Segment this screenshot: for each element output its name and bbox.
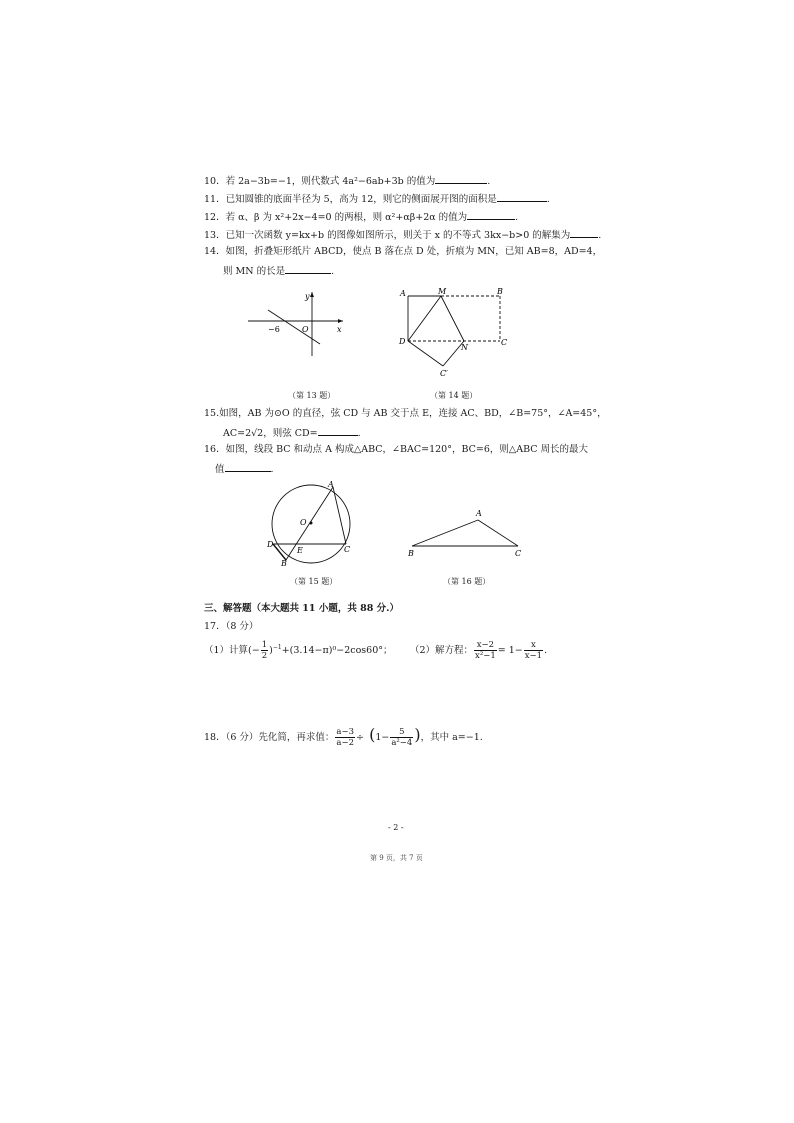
fig16-side-ba [412,520,478,546]
q17-part2 [410,640,547,662]
fig15-center-dot [310,522,313,525]
fig13-x-label: x [337,325,342,334]
q14-text2: 则 MN 的长是 [223,266,286,277]
question-11 [204,192,550,206]
section3-title: 三、解答题（本大题共 11 小题，共 88 分.） [204,603,399,614]
q18-fraction1 [335,727,355,748]
q18-tail: ，其中 a=−1. [420,732,483,743]
q13-end: . [598,230,602,241]
question-10 [204,174,490,188]
fig16-label-a: A [476,509,482,518]
fig15-label-d: D [267,540,274,549]
q16-text: 如图，线段 BC 和动点 A 构成△ABC，∠BAC=120°，BC=6，则△ABC 周长的最大 [225,444,589,455]
q18-heading: 18．（6 分）先化简，再求值： [204,732,335,743]
fig13-origin-label: O [302,325,309,334]
q17-part1-num: 1 [261,640,268,650]
q17-part2-fraction1 [474,640,497,661]
fig13-y-arrow [310,292,314,297]
q17-part1-prefix: （1）计算(− [204,645,260,656]
figure-13-graph [248,288,348,358]
fig14-label-d: D [399,337,406,346]
q16-answer-blank [225,462,271,472]
q10-number: 10． [204,176,226,187]
page-count: 第 9 页，共 7 页 [370,854,423,862]
q18-num1: a−3 [336,727,355,737]
q10-end: . [487,176,491,187]
fig14-edge-dc-prime [408,341,443,366]
q11-text: 已知圆锥的底面半径为 5，高为 12，则它的侧面展开图的面积是 [225,194,497,205]
q14-answer-blank [285,264,331,274]
fig13-x-arrow [338,319,343,323]
q17-p2-den1: x²−1 [475,651,496,661]
question-16 [204,444,588,456]
q17-p2-den2: x−1 [524,651,543,661]
q15-text: 如图，AB 为⊙O 的直径，弦 CD 与 AB 交于点 E，连接 AC、BD，∠B=75°，∠A=45°， [219,408,607,419]
q18-num2: 5 [390,727,413,738]
figure-16-triangle [402,506,532,560]
fig13-caption: （第 13 题） [288,391,336,400]
page-number: - 2 - [388,823,404,832]
fig14-label-b: B [497,287,503,296]
fig16-side-ac [478,520,518,546]
q11-end: . [546,194,550,205]
question-15-line2 [223,426,361,440]
q15-number: 15. [204,408,220,419]
q15-answer-blank [318,426,358,436]
q17-part1-rest: +(3.14−π)⁰−2cos60°； [281,645,393,656]
q17-p2-num2: x [524,640,543,651]
fig14-label-c: C [501,338,508,347]
question-12 [204,210,518,224]
q18-divide: ÷ [356,732,364,743]
q17-p2-end: . [544,645,548,656]
q16-end: . [270,464,274,475]
fig15-label-b: B [281,559,287,568]
fig13-y-label: y [305,292,310,301]
q17-part1: （1）计算(− $\frac{1}{2}$ )$^{-1}$+(3.14−π)⁰−2cos60°； [204,640,393,661]
q16-text2: 值 [215,464,225,475]
q13-number: 13． [204,230,226,241]
q17-part1-den: 2 [261,651,268,661]
q17-p2-mid: = 1− [497,645,523,656]
fig14-label-n: N [461,343,468,352]
fig14-label-a: A [400,289,406,298]
fig14-label-c-prime: C′ [440,369,448,378]
q12-text: 若 α、β 为 x²+2x−4=0 的两根，则 α²+αβ+2α 的值为 [225,212,468,223]
q13-answer-blank [570,228,598,238]
q18-fraction2 [390,727,413,748]
q17-part2-prefix: （2）解方程： [410,645,474,656]
q17-part1-fraction [261,640,268,661]
q11-number: 11． [204,194,226,205]
question-14-line2 [223,264,334,278]
q15-end: . [357,428,361,439]
q16-number: 16． [204,444,226,455]
fig16-caption: （第 16 题） [443,577,491,586]
fig15-label-e: E [297,546,303,555]
q15-text2: AC=2√2，则弦 CD= [223,428,318,439]
q18-den1: a−2 [336,738,355,748]
fig15-segment-ac [333,487,346,544]
q18-den2: a²−4 [391,738,413,748]
fig15-label-o: O [300,518,307,527]
fig15-diameter-ab [286,487,333,560]
q17-part2-fraction2 [524,640,543,661]
q10-text: 若 2a−3b=−1，则代数式 4a²−6ab+3b 的值为 [225,176,436,187]
fig14-edge-dm [408,296,441,341]
fig13-tick-minus6: −6 [268,325,280,334]
q12-end: . [515,212,519,223]
q11-answer-blank [497,192,547,202]
q17-p2-num1: x−2 [474,640,497,651]
question-15 [204,408,607,420]
q13-text: 已知一次函数 y=kx+b 的图像如图所示，则关于 x 的不等式 3kx−b>0 的解集为 [225,230,571,241]
fig16-label-b: B [408,549,414,558]
fig16-label-c: C [515,549,522,558]
fig14-caption: （第 14 题） [430,391,478,400]
fig14-label-m: M [438,287,447,296]
q10-answer-blank [435,174,487,184]
question-18: 18．（6 分）先化简，再求值： $\frac{a-3}{a-2}$ ÷ (1− $\frac{5}{\text{a²−4}}$ )，其中 a=−1. [204,725,483,748]
fig14-fold-mn [441,296,464,341]
figure-14-diagram [396,286,516,378]
figure-15-circle [262,478,366,568]
q14-text: 如图，折叠矩形纸片 ABCD，使点 B 落在点 D 处，折痕为 MN，已知 AB=8，AD=4， [225,246,603,257]
q18-inner-prefix: 1− [375,732,390,743]
q14-end: . [331,266,335,277]
question-13 [204,228,601,242]
fig15-caption: （第 15 题） [290,577,338,586]
question-14 [204,246,602,258]
q17-heading: 17．（8 分） [204,621,259,632]
fig15-label-a: A [328,480,334,489]
q14-number: 14． [204,246,226,257]
q12-answer-blank [467,210,515,220]
q12-number: 12． [204,212,226,223]
fig15-label-c: C [344,545,351,554]
question-16-line2 [215,462,274,476]
